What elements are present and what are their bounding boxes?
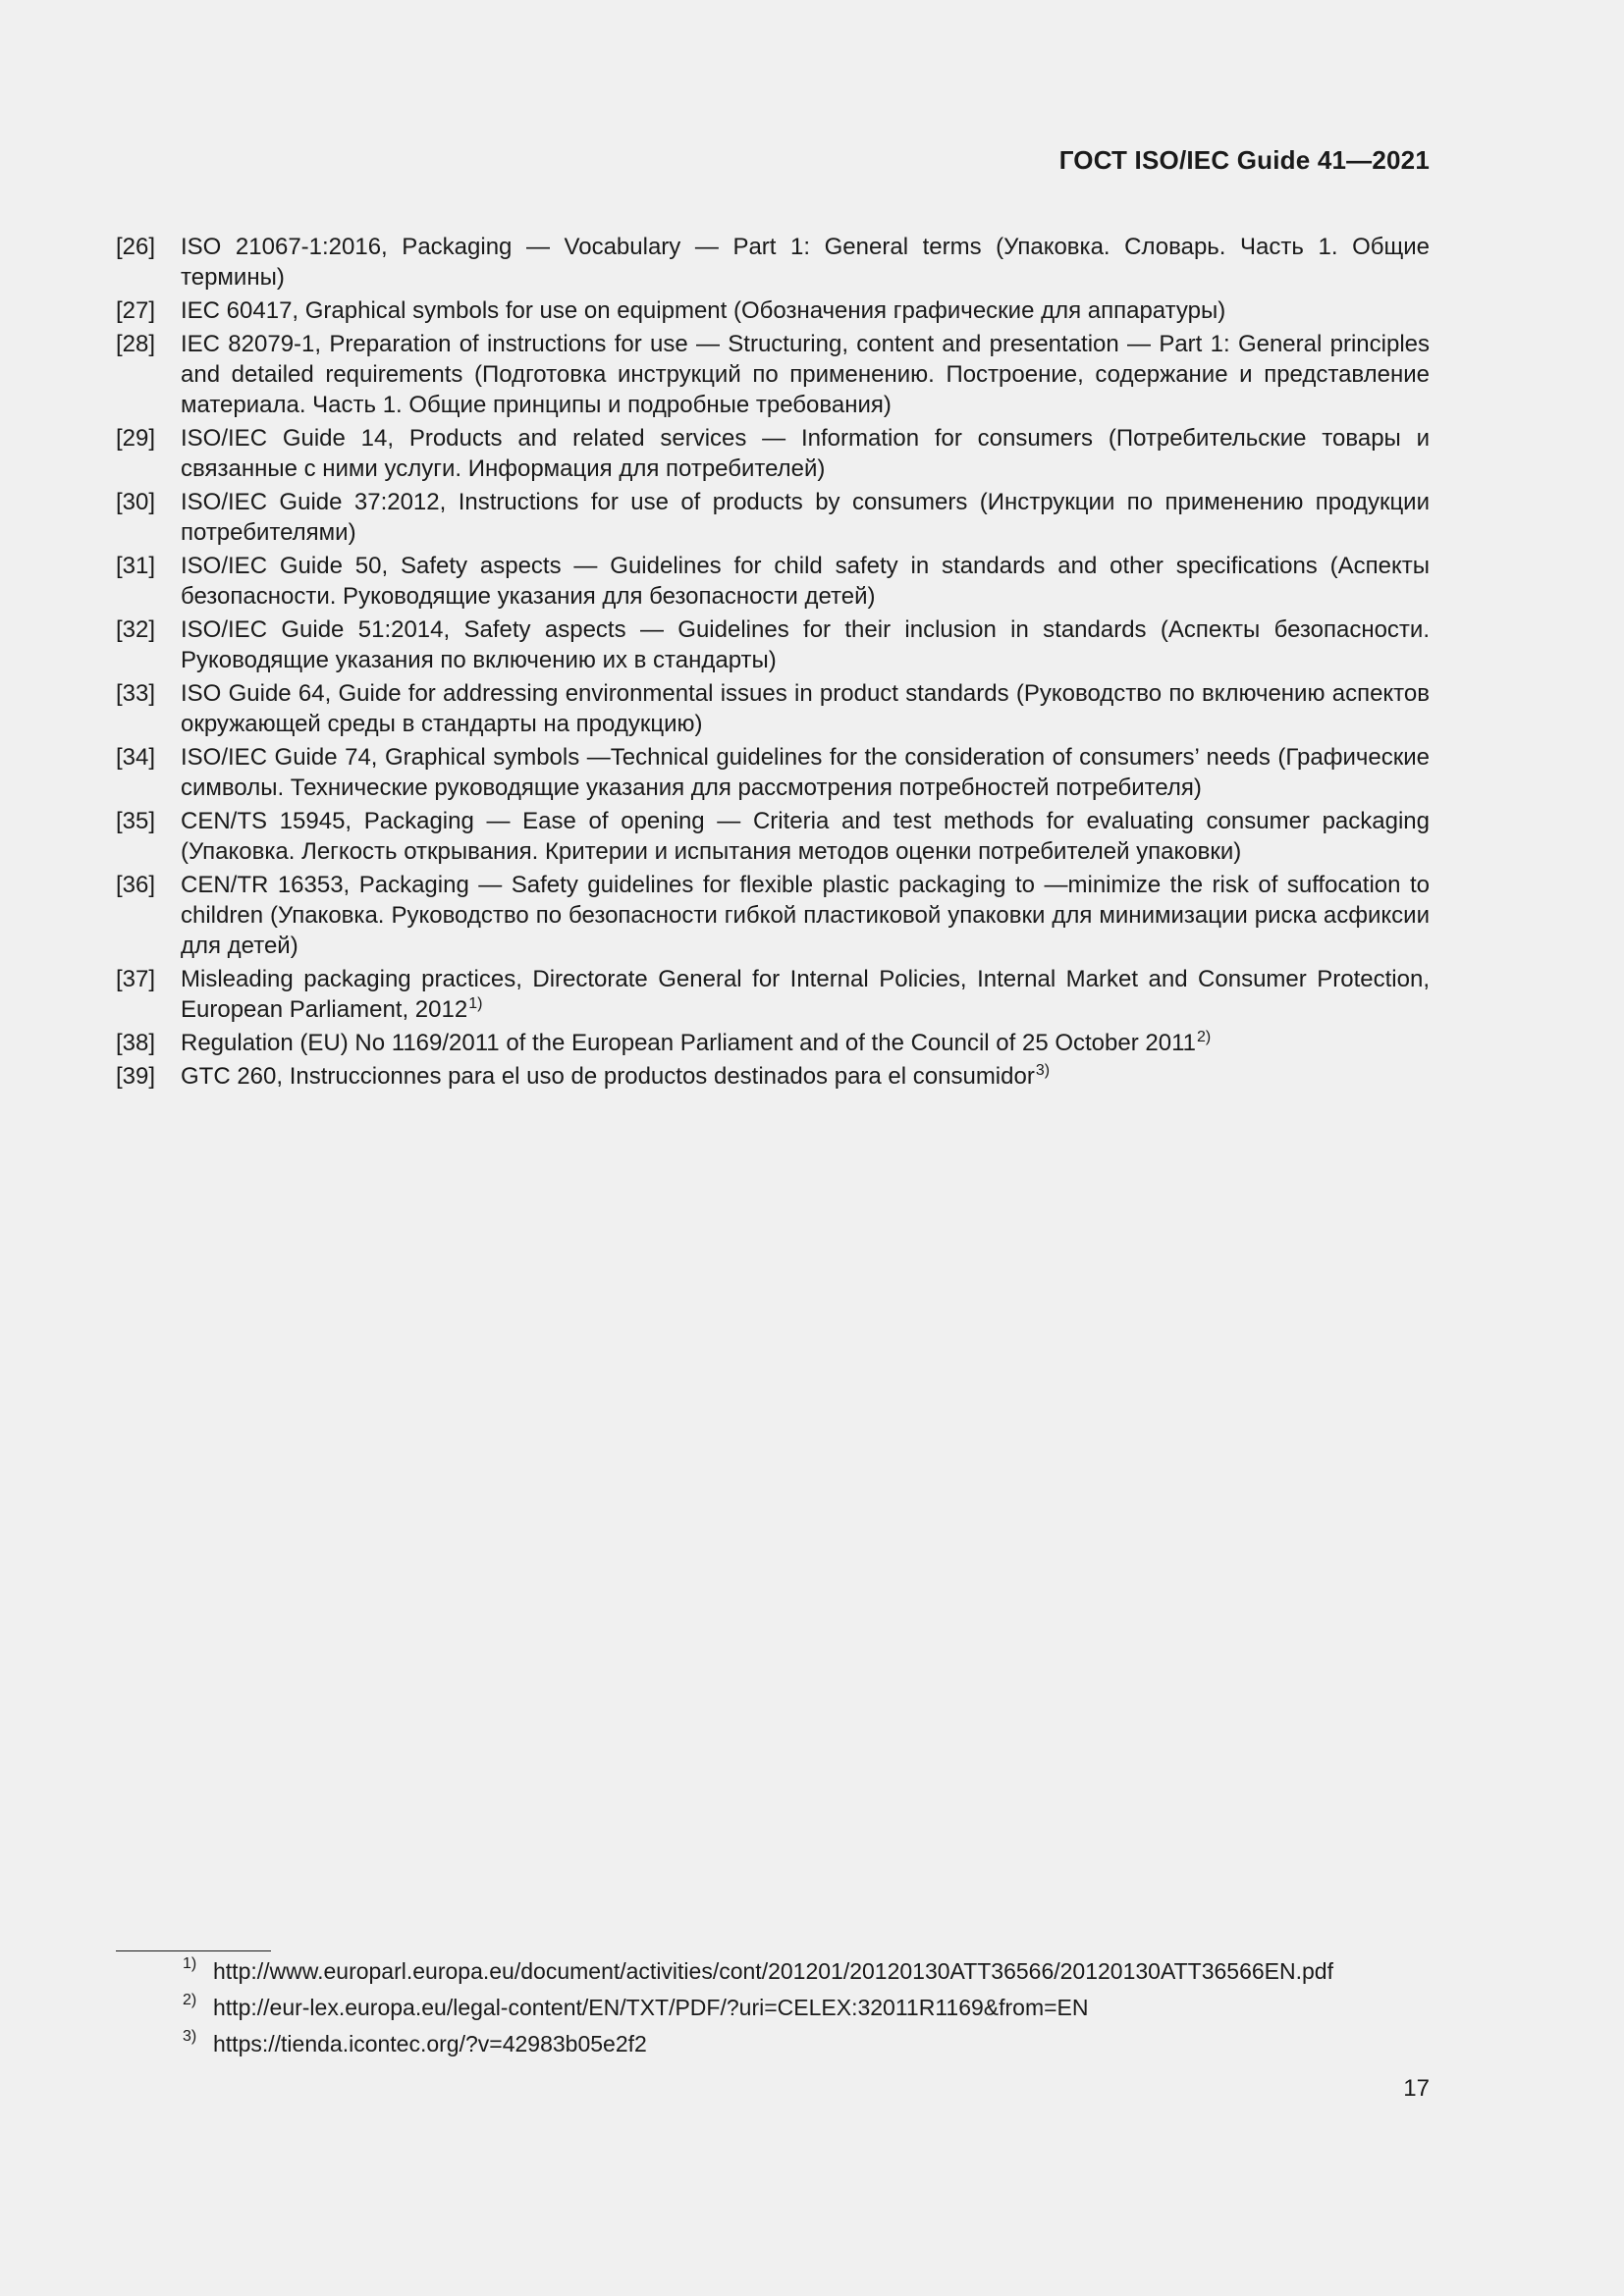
reference-number: [36] [116, 872, 156, 898]
reference-item [116, 232, 1430, 293]
page-number: 17 [1403, 2075, 1430, 2102]
reference-number: [35] [116, 808, 156, 834]
reference-item [116, 1061, 1430, 1092]
footnote-item [183, 1956, 1439, 1986]
reference-number: [32] [116, 616, 156, 643]
footnote-mark: 3) [183, 2028, 197, 2045]
reference-number: [31] [116, 553, 156, 579]
reference-number: [33] [116, 680, 156, 707]
footnote-item [183, 1993, 1439, 2022]
reference-number: [39] [116, 1063, 156, 1090]
reference-text: ISO Guide 64, Guide for addressing environmental issues in product standards (Руководство по включению аспектов окружающей среды в стандарты на продукцию) [181, 680, 1430, 737]
footnote-reference-mark: 1) [468, 995, 483, 1012]
reference-number: [26] [116, 234, 156, 260]
reference-item [116, 964, 1430, 1025]
reference-number: [27] [116, 297, 156, 324]
reference-text: CEN/TS 15945, Packaging — Ease of opening — Criteria and test methods for evaluating consumer packaging (Упаковка. Легкость открывания. Критерии и испытания методов оценки потребителей упаковки) [181, 808, 1430, 865]
reference-text: ISO/IEC Guide 14, Products and related services — Information for consumers (Потребительские товары и связанные с ними услуги. Информация для потребителей) [181, 425, 1430, 482]
reference-text: GTC 260, Instruccionnes para el uso de productos destinados para el consumidor$^{3)}$ [181, 1062, 1051, 1090]
reference-item [116, 742, 1430, 803]
reference-item [116, 295, 1430, 326]
reference-text: ISO/IEC Guide 51:2014, Safety aspects — Guidelines for their inclusion in standards (Аспекты безопасности. Руководящие указания по включению их в стандарты) [181, 616, 1430, 673]
reference-number: [34] [116, 744, 156, 771]
reference-item [116, 423, 1430, 484]
bibliography-list [116, 232, 1430, 1095]
footnote-reference-mark: 3) [1035, 1062, 1051, 1079]
reference-text: ISO 21067-1:2016, Packaging — Vocabulary — Part 1: General terms (Упаковка. Словарь. Часть 1. Общие термины) [181, 234, 1430, 291]
footnote-url: http://eur-lex.europa.eu/legal-content/EN/TXT/PDF/?uri=CELEX:32011R1169&from=EN [213, 1995, 1089, 2020]
reference-text: Regulation (EU) No 1169/2011 of the European Parliament and of the Council of 25 October 2011$^{2)}$ [181, 1029, 1212, 1056]
reference-text: ISO/IEC Guide 50, Safety aspects — Guidelines for child safety in standards and other specifications (Аспекты безопасности. Руководящие указания для безопасности детей) [181, 553, 1430, 610]
reference-number: [38] [116, 1030, 156, 1056]
footnote-mark: 2) [183, 1992, 197, 2008]
document-header-title: ГОСТ ISO/IEC Guide 41—2021 [1058, 145, 1430, 175]
reference-item [116, 1028, 1430, 1058]
footnote-url: http://www.europarl.europa.eu/document/activities/cont/201201/20120130ATT36566/20120130ATT36566EN.pdf [213, 1958, 1333, 1984]
reference-item [116, 614, 1430, 675]
reference-item [116, 329, 1430, 420]
reference-text: IEC 82079-1, Preparation of instructions for use — Structuring, content and presentation — Part 1: General principles and detailed requirements (Подготовка инструкций по применению. Построение, содержание и представление материала. Часть 1. Общие принципы и подробные требования) [181, 331, 1430, 418]
reference-number: [28] [116, 331, 156, 357]
footnote-url: https://tienda.icontec.org/?v=42983b05e2f2 [213, 2031, 647, 2056]
reference-number: [30] [116, 489, 156, 515]
reference-text: ISO/IEC Guide 37:2012, Instructions for use of products by consumers (Инструкции по применению продукции потребителями) [181, 489, 1430, 546]
footnote-item [183, 2029, 1439, 2058]
reference-item [116, 551, 1430, 612]
reference-text: ISO/IEC Guide 74, Graphical symbols —Technical guidelines for the consideration of consumers’ needs (Графические символы. Технические руководящие указания для рассмотрения потребностей потребителя) [181, 744, 1430, 801]
footnote-mark: 1) [183, 1955, 197, 1972]
reference-number: [37] [116, 966, 156, 992]
reference-item [116, 678, 1430, 739]
reference-item [116, 870, 1430, 961]
reference-text: Misleading packaging practices, Directorate General for Internal Policies, Internal Market and Consumer Protection, European Parliament, 2012$^{1)}$ [181, 966, 1430, 1023]
footnotes-list [183, 1956, 1439, 2065]
footnote-reference-mark: 2) [1197, 1029, 1212, 1045]
reference-text: IEC 60417, Graphical symbols for use on equipment (Обозначения графические для аппаратуры) [181, 297, 1226, 324]
reference-item [116, 487, 1430, 548]
reference-number: [29] [116, 425, 156, 452]
reference-text: CEN/TR 16353, Packaging — Safety guidelines for flexible plastic packaging to —minimize the risk of suffocation to children (Упаковка. Руководство по безопасности гибкой пластиковой упаковки для минимизации риска асфиксии для детей) [181, 872, 1430, 959]
reference-item [116, 806, 1430, 867]
